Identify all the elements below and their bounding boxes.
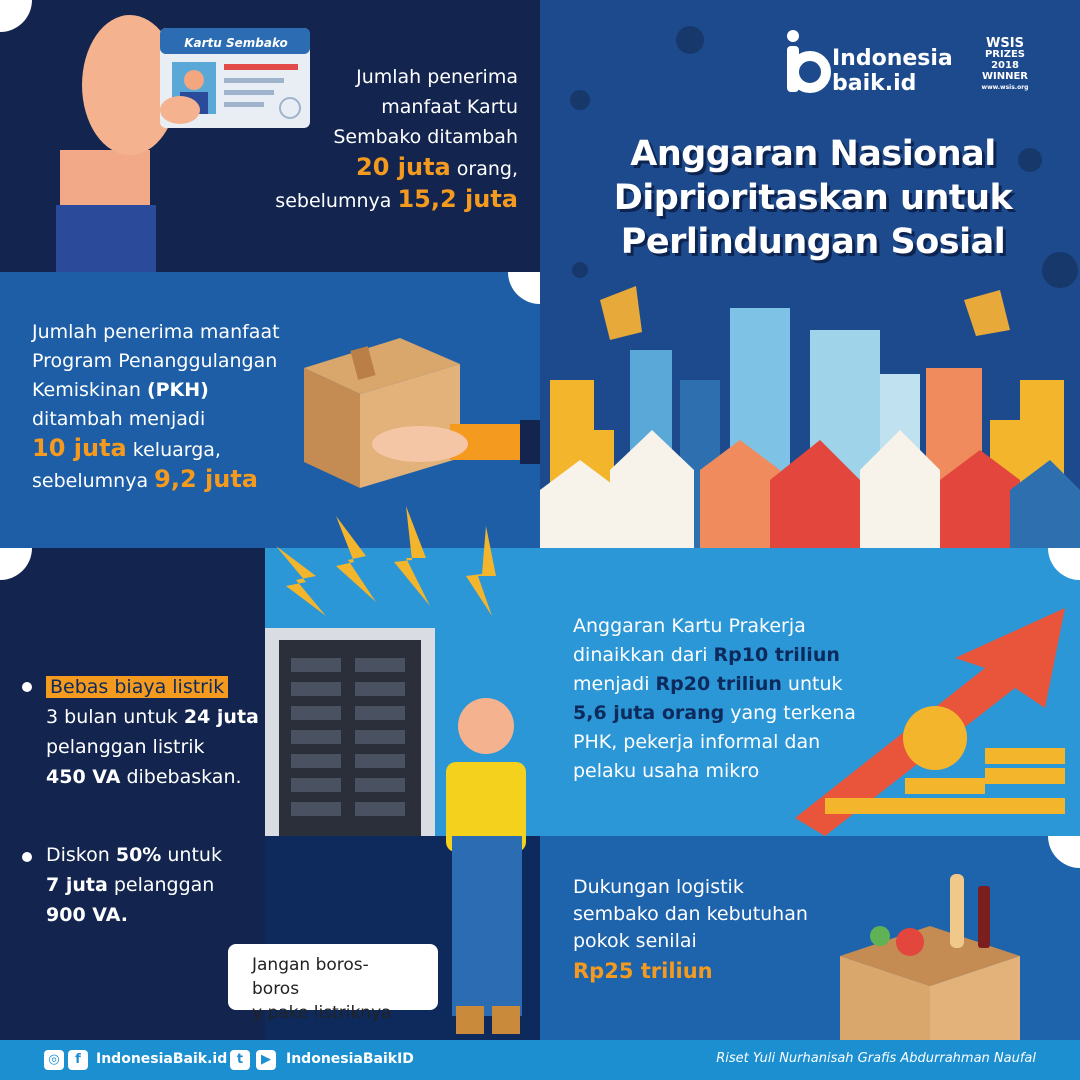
kartu-sembako-panel	[0, 0, 540, 272]
pk-line3c: untuk	[781, 673, 843, 695]
pk-line4b: yang terkena	[724, 702, 856, 724]
corner-notch	[1048, 836, 1080, 868]
li2-line1b: 50%	[115, 844, 162, 866]
pkh-line5	[32, 434, 302, 465]
prakerja-text	[573, 612, 883, 786]
pkh-line1: Jumlah penerima manfaat	[32, 321, 280, 343]
pkh-line3	[32, 376, 302, 405]
li1-highlight: Bebas biaya listrik	[46, 676, 228, 698]
title-line2: Diprioritaskan untuk	[613, 178, 1013, 218]
li1-line2	[46, 702, 266, 732]
ks-line5	[248, 184, 518, 216]
ks-line4	[248, 152, 518, 184]
logo-line2: baik.id	[832, 71, 917, 96]
bubble-line1: Jangan boros-boros	[252, 955, 369, 999]
li1-line4b: dibebaskan.	[120, 766, 242, 788]
pkh-line3a: Kemiskinan	[32, 379, 147, 401]
wsis-award-badge	[968, 38, 1042, 104]
title-line1: Anggaran Nasional	[630, 134, 996, 174]
speech-bubble	[228, 944, 438, 1023]
ks-new-value: 20 juta	[356, 153, 451, 181]
award-line2: PRIZES	[984, 49, 1026, 60]
box-hand-illustration	[290, 328, 540, 498]
pkh-old-value: 9,2 juta	[154, 465, 258, 493]
pk-line1: Anggaran Kartu Prakerja	[573, 615, 806, 637]
logistik-text	[573, 874, 833, 987]
footer-credit: Riset Yuli Nurhanisah Grafis Abdurrahman Naufal	[716, 1051, 1036, 1066]
corner-notch	[508, 272, 540, 304]
pk-recipients: 5,6 juta orang	[573, 702, 725, 724]
pkh-new-value: 10 juta	[32, 434, 127, 462]
award-line1: WSIS	[986, 36, 1024, 51]
li2-line2b: pelanggan	[107, 874, 215, 896]
pkh-line2: Program Penanggulangan	[32, 350, 278, 372]
card-label: Kartu Sembako	[184, 36, 288, 50]
corner-notch	[0, 548, 32, 580]
pk-line3a: menjadi	[573, 673, 656, 695]
ks-before-old: sebelumnya	[275, 190, 398, 212]
footer-bar	[0, 1040, 1080, 1080]
ks-after-new: orang,	[450, 158, 518, 180]
ks-line2: manfaat Kartu	[381, 96, 518, 118]
page-title	[578, 132, 1048, 264]
pk-line3	[573, 670, 883, 699]
facebook-icon[interactable]: f	[68, 1050, 88, 1070]
li1-line4a: 450 VA	[46, 766, 121, 788]
pkh-before-old: sebelumnya	[32, 470, 155, 492]
li2-line2a: 7 juta	[46, 874, 108, 896]
pkh-text	[32, 318, 302, 496]
bullet-dot	[22, 682, 32, 692]
logo-mark	[784, 28, 836, 98]
award-line5: www.wsis.org	[981, 84, 1029, 91]
listrik-item-2	[46, 840, 266, 930]
li2-line2	[46, 870, 266, 900]
twitter-icon[interactable]: t	[230, 1050, 250, 1070]
pk-line6: pelaku usaha mikro	[573, 760, 760, 782]
li2-line1c: untuk	[161, 844, 222, 866]
title-panel	[540, 0, 1080, 548]
logistik-panel	[540, 836, 1080, 1040]
listrik-item-1	[46, 672, 266, 792]
li1-line3: pelanggan listrik	[46, 736, 205, 758]
bubble-line2: y pake listriknya	[252, 1003, 392, 1023]
li1-line4	[46, 762, 266, 792]
lg-line1: Dukungan logistik	[573, 876, 744, 898]
pkh-abbrev: (PKH)	[146, 379, 209, 401]
li1-line1	[46, 672, 266, 702]
lg-value: Rp25 triliun	[573, 959, 713, 983]
lg-line3: pokok senilai	[573, 930, 697, 952]
logo-text	[832, 46, 972, 96]
pk-line4	[573, 699, 883, 728]
pk-old-budget: Rp10 triliun	[713, 644, 840, 666]
ks-line1: Jumlah penerima	[356, 66, 518, 88]
kartu-sembako-text	[248, 62, 518, 216]
li1-line2b: 24 juta	[183, 706, 259, 728]
footer-handle-social[interactable]: IndonesiaBaikID	[286, 1051, 414, 1067]
title-line3: Perlindungan Sosial	[620, 222, 1006, 262]
instagram-icon[interactable]: ◎	[44, 1050, 64, 1070]
pkh-line6	[32, 465, 302, 496]
listrik-panel	[0, 548, 265, 1040]
lg-line2: sembako dan kebutuhan	[573, 903, 808, 925]
pk-line2a: dinaikkan dari	[573, 644, 714, 666]
bullet-dot	[22, 852, 32, 862]
grocery-box-illustration	[810, 866, 1060, 1040]
award-line3: 2018	[991, 60, 1019, 71]
li1-line2a: 3 bulan untuk	[46, 706, 184, 728]
li2-line1	[46, 840, 266, 870]
li2-line1a: Diskon	[46, 844, 116, 866]
pkh-line4: ditambah menjadi	[32, 408, 206, 430]
pk-line2	[573, 641, 883, 670]
ks-line3: Sembako ditambah	[333, 126, 518, 148]
youtube-icon[interactable]: ▶	[256, 1050, 276, 1070]
pkh-after-new: keluarga,	[126, 439, 221, 461]
award-line4: WINNER	[981, 71, 1029, 82]
li2-line3	[46, 900, 266, 930]
li2-line3-bold: 900 VA.	[46, 904, 128, 926]
pk-line5: PHK, pekerja informal dan	[573, 731, 821, 753]
pk-new-budget: Rp20 triliun	[655, 673, 782, 695]
logo-line1: Indonesia	[832, 46, 953, 71]
ks-old-value: 15,2 juta	[397, 185, 518, 213]
footer-handle-web[interactable]: IndonesiaBaik.id	[96, 1051, 228, 1067]
